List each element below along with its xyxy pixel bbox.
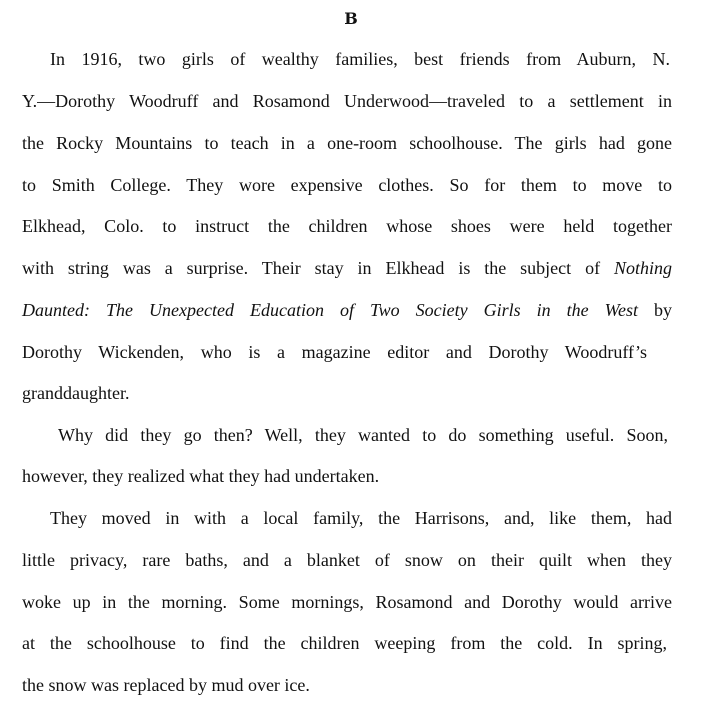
text-line: the snow was replaced by mud over ice.	[22, 675, 310, 695]
text-line: They moved in with a local family, the Harrisons, and, like them, had	[50, 508, 672, 528]
text-line: to Smith College. They wore expensive clothes. So for them to move to	[22, 175, 672, 195]
text-line: Dorothy Wickenden, who is a magazine editor and Dorothy Woodruff’s	[22, 342, 647, 362]
book-title-italic: Daunted: The Unexpected Education of Two Society Girls in the West	[22, 300, 638, 320]
book-title-italic: Nothing	[613, 258, 672, 278]
text-line: however, they realized what they had undertaken.	[22, 466, 380, 486]
text-line: little privacy, rare baths, and a blanket of snow on their quilt when they	[22, 550, 672, 570]
text-line: Elkhead, Colo. to instruct the children whose shoes were held together	[22, 216, 672, 236]
text-line: Why did they go then? Well, they wanted to do something useful. Soon,	[58, 425, 668, 445]
text-line: granddaughter.	[22, 383, 130, 403]
section-heading: B	[344, 9, 358, 28]
text-line: woke up in the morning. Some mornings, Rosamond and Dorothy would arrive	[22, 592, 672, 612]
text-line: at the schoolhouse to find the children weeping from the cold. In spring,	[22, 633, 667, 653]
text-line: Y.—Dorothy Woodruff and Rosamond Underwood—traveled to a settlement in	[22, 91, 672, 111]
text-run: with string was a surprise. Their stay in Elkhead is the subject of	[22, 258, 614, 278]
text-line	[22, 256, 672, 280]
text-line: In 1916, two girls of wealthy families, best friends from Auburn, N.	[50, 49, 670, 69]
text-line: the Rocky Mountains to teach in a one-room schoolhouse. The girls had gone	[22, 133, 672, 153]
text-line	[22, 298, 672, 322]
text-run: by	[638, 300, 673, 320]
